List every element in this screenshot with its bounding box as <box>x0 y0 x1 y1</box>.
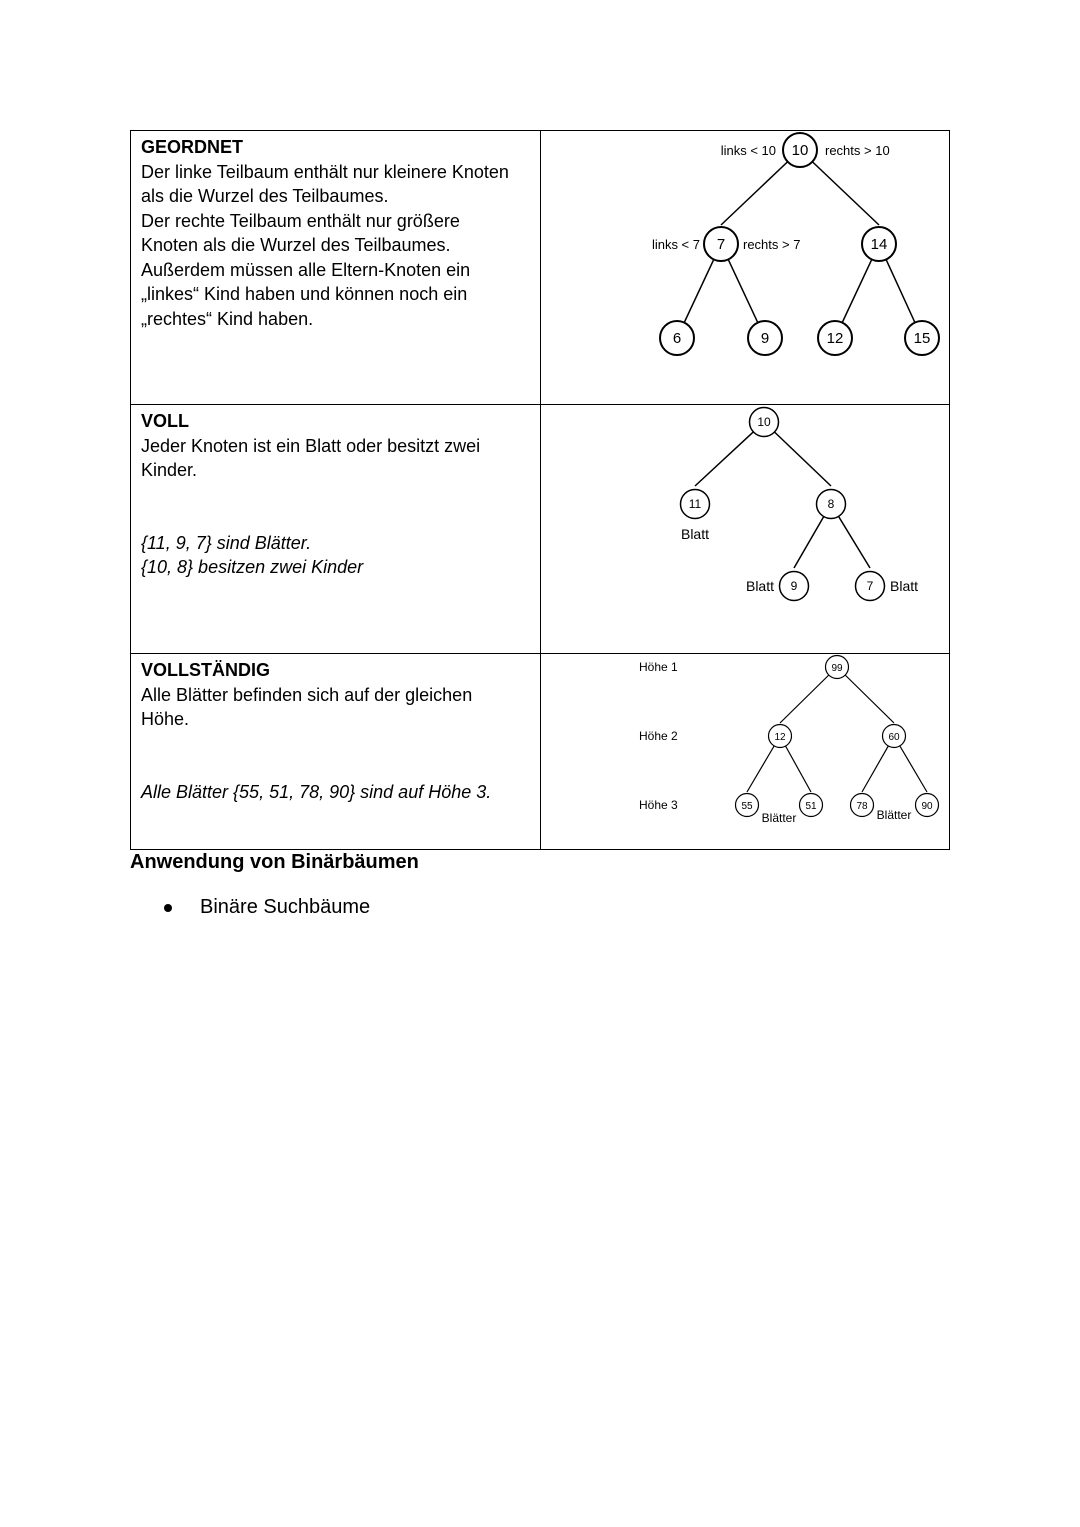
node-label: 9 <box>760 330 770 347</box>
description-line: Kinder. <box>141 460 198 480</box>
bullet-icon <box>164 904 172 912</box>
node-label: 51 <box>805 801 817 812</box>
example-line: {11, 9, 7} sind Blätter. <box>141 532 312 553</box>
node-label: 90 <box>921 801 933 812</box>
diagram-cell <box>541 405 949 653</box>
description-line: Alle Blätter befinden sich auf der gleichen <box>141 684 473 705</box>
bullet-list <box>160 896 370 919</box>
height-label: Höhe 1 <box>639 660 678 674</box>
row-vollstaendig <box>131 654 949 850</box>
row-title: GEORDNET <box>141 137 244 157</box>
row-voll <box>131 405 949 654</box>
list-item <box>160 896 370 919</box>
row-title: VOLL <box>141 411 189 431</box>
node-label: 11 <box>688 497 702 511</box>
example-line: Alle Blätter {55, 51, 78, 90} sind auf Höhe 3. <box>141 781 492 802</box>
node-label: 10 <box>757 415 771 429</box>
description-line: Knoten als die Wurzel des Teilbaumes. <box>141 235 451 255</box>
description-line: Höhe. <box>141 709 190 729</box>
description-line: Jeder Knoten ist ein Blatt oder besitzt zwei <box>141 435 481 456</box>
row-title: VOLLSTÄNDIG <box>141 660 270 680</box>
full-tree-diagram <box>541 405 949 652</box>
description-cell <box>131 654 541 850</box>
row-geordnet <box>131 131 949 405</box>
section-heading: Anwendung von Binärbäumen <box>130 851 419 873</box>
complete-tree-diagram <box>541 654 949 848</box>
node-label: 9 <box>790 579 798 593</box>
height-label: Höhe 2 <box>639 729 678 743</box>
node-label: 8 <box>827 497 835 511</box>
node-label: 12 <box>774 732 786 743</box>
list-item-text: Binäre Suchbäume <box>200 896 371 918</box>
spacer <box>141 732 530 780</box>
description-cell <box>131 405 541 653</box>
node-label: 10 <box>791 142 809 159</box>
node-label: 15 <box>913 330 931 347</box>
leaf-label: Blatt <box>680 526 710 542</box>
description-line: als die Wurzel des Teilbaumes. <box>141 186 389 206</box>
description-line: „linkes“ Kind haben und können noch ein <box>141 284 468 304</box>
tree-types-table <box>130 130 950 850</box>
description-cell <box>131 131 541 404</box>
node-label: 12 <box>826 330 844 347</box>
node-label: 78 <box>856 801 868 812</box>
ordered-tree-diagram <box>541 131 949 403</box>
leaf-label: Blatt <box>890 578 919 594</box>
rule-label: links < 10 <box>720 143 776 158</box>
leaves-label: Blätter <box>876 808 912 822</box>
node-label: 6 <box>672 330 682 347</box>
example-line: {10, 8} besitzen zwei Kinder <box>141 557 364 577</box>
leaf-label: Blatt <box>745 578 774 594</box>
description-line: Außerdem müssen alle Eltern-Knoten ein <box>141 259 471 280</box>
diagram-cell <box>541 654 949 850</box>
node-label: 14 <box>870 236 888 253</box>
description-line: Der rechte Teilbaum enthält nur größere <box>141 210 460 231</box>
node-label: 55 <box>741 801 753 812</box>
rule-label: rechts > 7 <box>743 237 801 252</box>
description-line: „rechtes“ Kind haben. <box>141 308 314 329</box>
node-label: 7 <box>716 236 726 253</box>
leaves-label: Blätter <box>761 811 797 825</box>
node-label: 7 <box>866 579 874 593</box>
node-label: 99 <box>831 663 843 674</box>
rule-label: links < 7 <box>651 237 700 252</box>
rule-label: rechts > 10 <box>825 143 890 158</box>
node-label: 60 <box>888 732 900 743</box>
height-label: Höhe 3 <box>639 798 678 812</box>
spacer <box>141 483 530 531</box>
description-line: Der linke Teilbaum enthält nur kleinere Knoten <box>141 161 509 182</box>
diagram-cell <box>541 131 949 404</box>
